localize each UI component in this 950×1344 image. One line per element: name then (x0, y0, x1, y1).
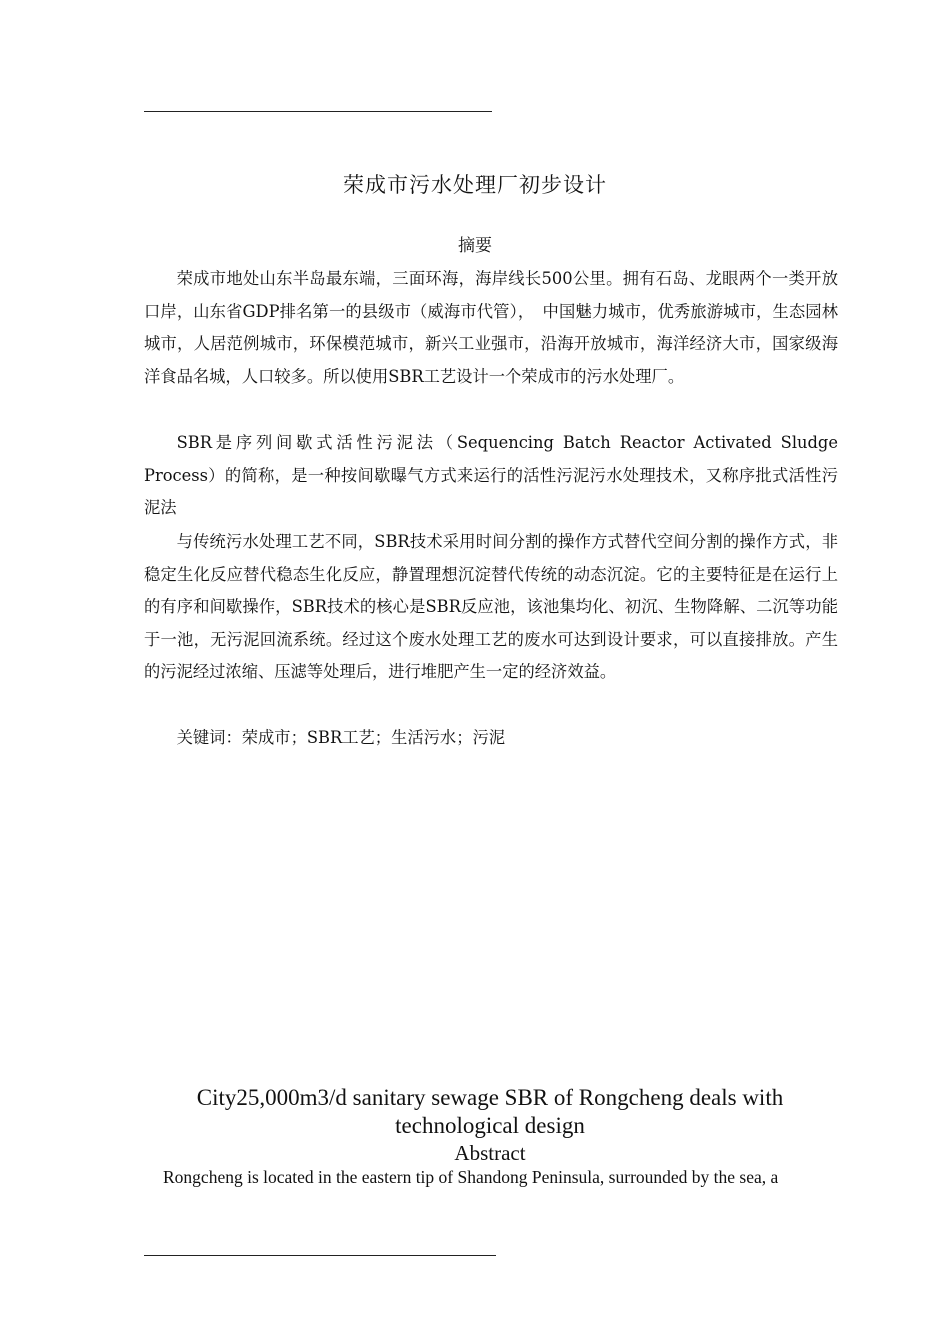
chinese-keywords: 关键词：荣成市；SBR工艺；生活污水；污泥 (176, 728, 506, 747)
english-title: City25,000m3/d sanitary sewage SBR of Rongcheng deals with technological design (196, 1085, 784, 1138)
footer-rule (144, 1255, 496, 1256)
chinese-abstract-paragraph: 与传统污水处理工艺不同，SBR技术采用时间分割的操作方式替代空间分割的操作方式，非稳定生化反应替代稳态生化反应，静置理想沉淀替代传统的动态沉淀。它的主要特征是在运行上的有序和间歇操作，SBR技术的核心是SBR反应池，该池集均化、初沉、生物降解、二沉等功能于一池，无污泥回流系统。经过这个废水处理工艺的废水可达到设计要求，可以直接排放。产生的污泥经过浓缩、压滤等处理后，进行堆肥产生一定的经济效益。 (144, 532, 838, 682)
header-rule (144, 111, 492, 112)
english-abstract-heading: Abstract (454, 1141, 526, 1165)
chinese-title: 荣成市污水处理厂初步设计 (343, 173, 607, 197)
chinese-abstract-paragraph: 荣成市地处山东半岛最东端，三面环海，海岸线长500公里。拥有石岛、龙眼两个一类开放口岸，山东省GDP排名第一的县级市（威海市代管）， 中国魅力城市，优秀旅游城市，生态园林城市，人居范例城市，环保模范城市，新兴工业强市，沿海开放城市，海洋经济大市，国家级海洋食品名城，人口较多。所以使用SBR工艺设计一个荣成市的污水处理厂。 (144, 269, 838, 386)
english-abstract-paragraph: Rongcheng is located in the eastern tip of Shandong Peninsula, surrounded by the sea, a (163, 1167, 779, 1187)
chinese-abstract-heading: 摘要 (458, 236, 492, 256)
chinese-abstract-paragraph: SBR是序列间歇式活性污泥法（Sequencing Batch Reactor Activated Sludge Process）的简称，是一种按间歇曝气方式来运行的活性污泥污水处理技术，又称序批式活性污泥法 (144, 433, 838, 518)
